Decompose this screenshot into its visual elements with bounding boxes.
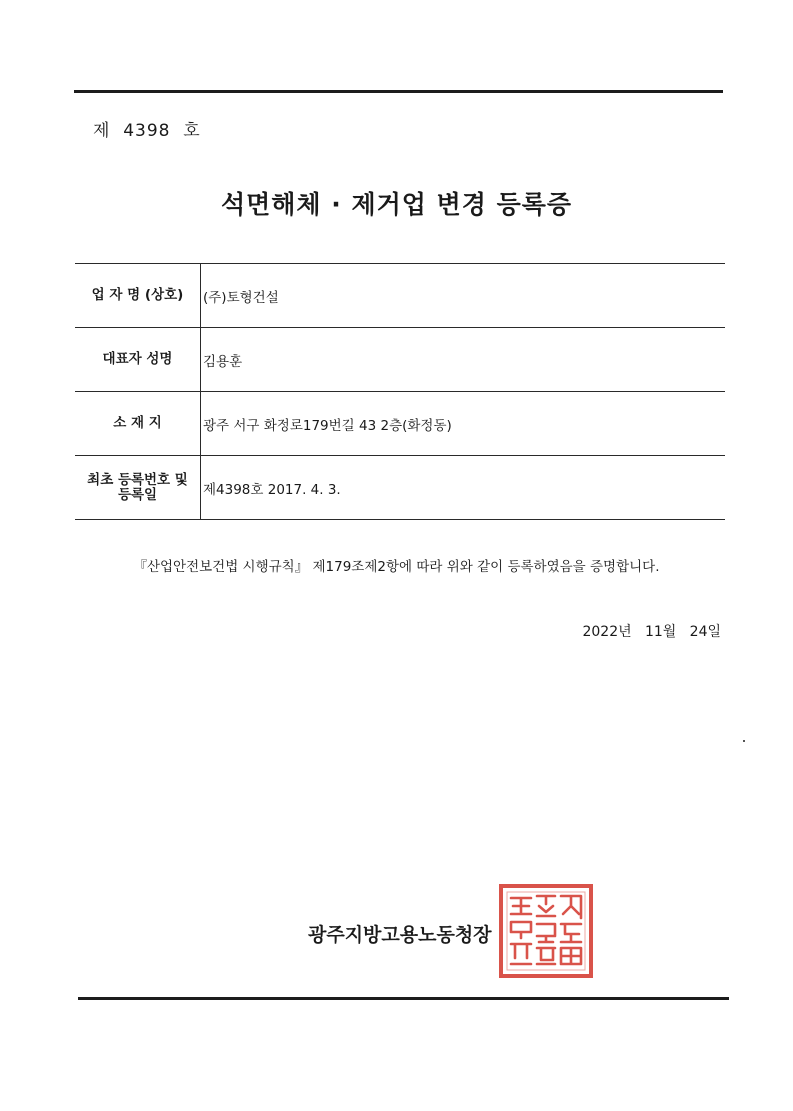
bottom-rule — [78, 997, 729, 1000]
table-row — [75, 456, 725, 520]
field-label-initial-registration — [75, 456, 201, 520]
scan-artifact — [743, 740, 745, 742]
table-row — [75, 392, 725, 456]
registration-info-table — [75, 263, 725, 520]
field-value-initial-registration: 제4398호 2017. 4. 3. — [201, 456, 726, 520]
field-value-representative: 김용훈 — [201, 328, 726, 392]
field-label-representative: 대표자 성명 — [75, 328, 201, 392]
field-label-address: 소 재 지 — [75, 392, 201, 456]
official-seal-icon — [499, 884, 593, 978]
certification-statement: 『산업안전보건법 시행규칙』 제179조제2항에 따라 위와 같이 등록하였음을 증명합니다. — [133, 559, 660, 575]
field-label-business-name: 업 자 명 (상호) — [75, 264, 201, 328]
table-row — [75, 264, 725, 328]
field-value-address: 광주 서구 화정로179번길 43 2층(화정동) — [201, 392, 726, 456]
field-value-business-name: (주)토형건설 — [201, 264, 726, 328]
certificate-number: 제 4398 호 — [93, 121, 201, 141]
document-title: 석면해체 · 제거업 변경 등록증 — [220, 190, 573, 219]
issue-date: 2022년 11월 24일 — [582, 624, 721, 640]
top-rule — [74, 90, 723, 93]
field-label-initial-registration-line1: 최초 등록번호 및 — [87, 471, 188, 488]
field-label-initial-registration-line2: 등록일 — [117, 486, 158, 503]
issuing-authority: 광주지방고용노동청장 — [308, 924, 492, 946]
table-row — [75, 328, 725, 392]
